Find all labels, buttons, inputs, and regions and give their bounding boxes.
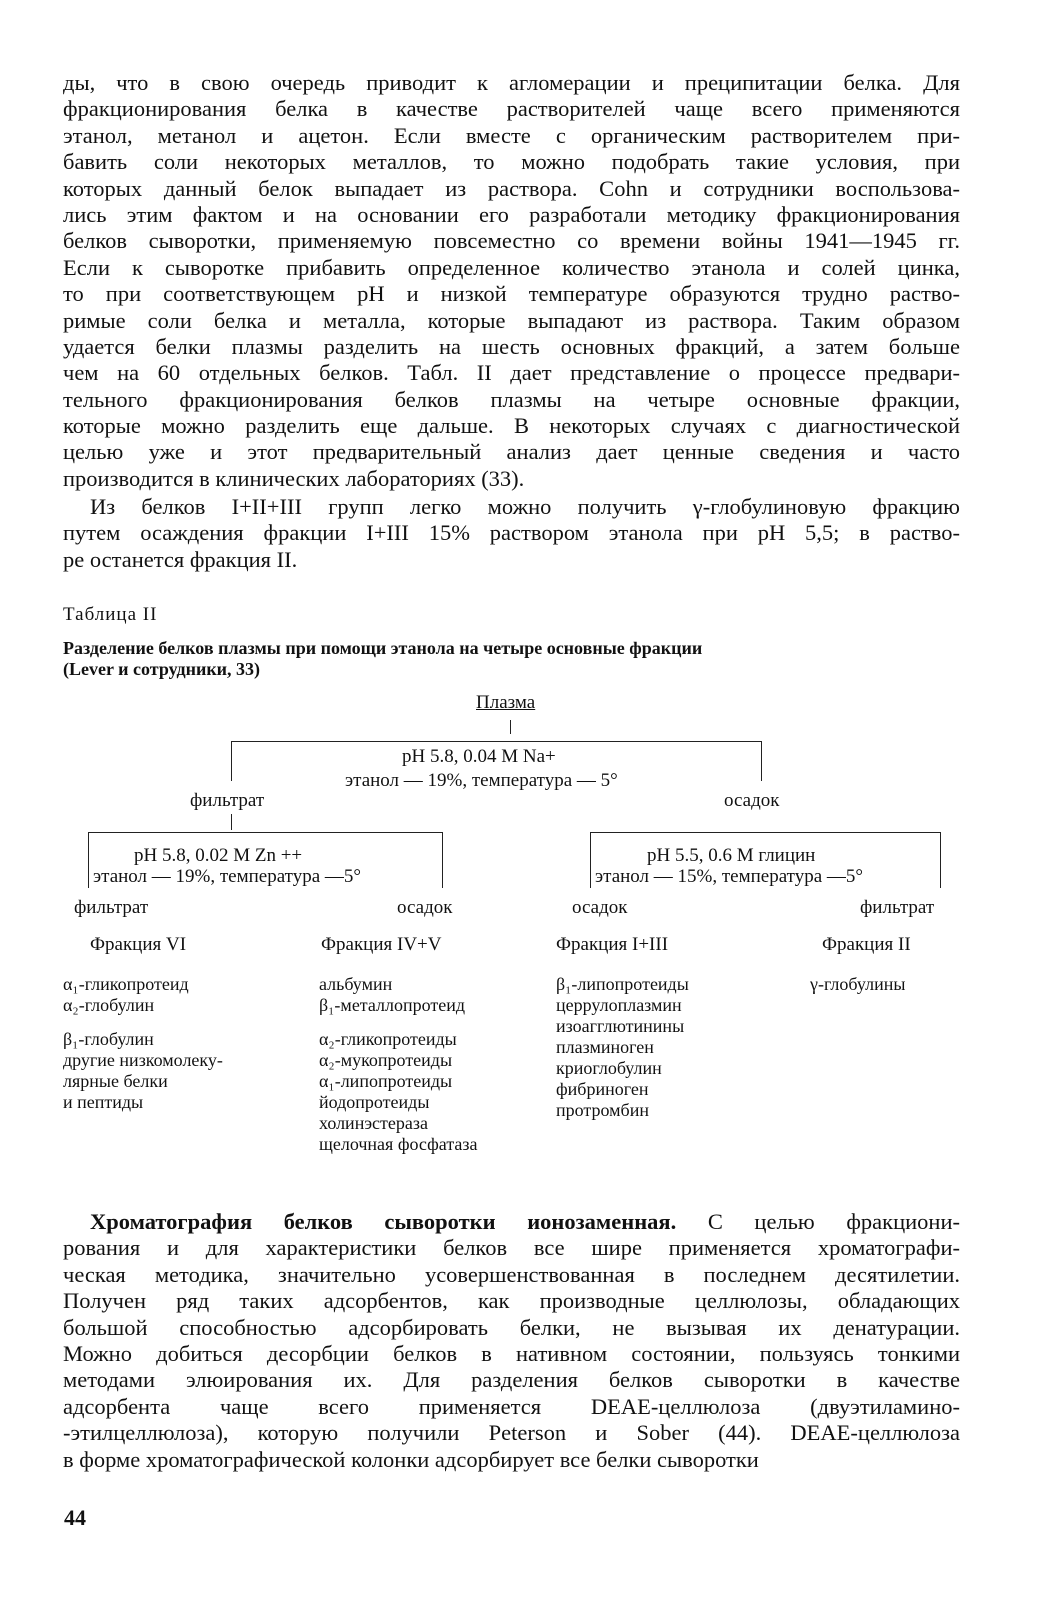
table-title-line2: (Lever и сотрудники, 33) [63, 659, 261, 679]
section-line: адсорбента чаще всего применяется DEAE-целлюлоза (двуэтиламино- [63, 1393, 960, 1419]
root-connector [510, 720, 511, 734]
protein-item: α₂-гликопротеиды [319, 1029, 457, 1049]
left-down-connector [231, 814, 232, 830]
fraction-vi-heading: Фракция VI [90, 934, 187, 955]
protein-item: церрулоплазмин [556, 995, 682, 1015]
right-precipitate-label: осадок [572, 897, 628, 918]
section-line: в форме хроматографической колонки адсорбирует все белки сыворотки [63, 1446, 759, 1472]
protein-item: γ-глобулины [810, 974, 906, 994]
left-precipitate-label: осадок [397, 897, 453, 918]
right-condition-1: pH 5.5, 0.6 M глицин [647, 845, 816, 866]
right-condition-2: этанол — 15%, температура —5° [595, 866, 863, 887]
fraction-ii-proteins [810, 974, 905, 995]
protein-item: альбумин [319, 974, 393, 994]
paragraph-intro-line: то при соответствующем pH и низкой температуре образуются трудно раство- [63, 281, 960, 307]
section-line: -этилцеллюлоза), которую получили Peterson и Sober (44). DEAE-целлюлоза [63, 1420, 960, 1446]
section-first-line [63, 1209, 960, 1235]
fraction-ii-heading: Фракция II [822, 934, 911, 955]
protein-item: изоагглютинины [556, 1016, 685, 1036]
protein-item: β₁-металлопротеид [319, 995, 466, 1015]
right-box-right [940, 832, 941, 888]
paragraph-intro [63, 70, 960, 492]
left-condition-2: этанол — 19%, температура —5° [93, 866, 361, 887]
paragraph-intro-line: которых данный белок выпадает из раствора. Cohn и сотрудники воспользова- [63, 175, 960, 201]
table-title [63, 638, 702, 680]
paragraph-intro-line: которые можно разделить еще дальше. В некоторых случаях с диагностической [63, 413, 960, 439]
protein-item: α₂-глобулин [63, 995, 155, 1015]
fraction-i-iii-heading: Фракция I+III [556, 934, 669, 955]
paragraph-intro-line: бавить соли некоторых металлов, то можно подобрать такие условия, при [63, 149, 960, 175]
fraction-i-iii-proteins [556, 974, 689, 1121]
fraction-iv-v-proteins [319, 974, 478, 1155]
protein-item: и пептиды [63, 1092, 144, 1112]
paragraph-intro-line: фракционирования белка в качестве растворителей чаще всего применяются [63, 96, 960, 122]
paragraph-intro-line: удается белки плазмы разделить на шесть основных фракций, а затем больше [63, 333, 960, 359]
right-box-top [590, 832, 940, 833]
fraction-iv-v-heading: Фракция IV+V [321, 934, 442, 955]
section-line: Можно добиться десорбции белков в нативном состоянии, пользуясь тонкими [63, 1340, 960, 1366]
paragraph-intro-line: белков сыворотки, применяемую повсеместно со времени войны 1941—1945 гг. [63, 228, 960, 254]
left-box-left [88, 832, 89, 888]
section-chromatography [63, 1209, 960, 1473]
step1-top-line [231, 741, 761, 742]
paragraph-gamma-line: путем осаждения фракции I+III 15% раствором этанола при pH 5,5; в раство- [63, 520, 960, 546]
paragraph-gamma-line: ре останется фракция II. [63, 546, 298, 572]
protein-item: криоглобулин [556, 1058, 662, 1078]
protein-item: холинэстераза [319, 1113, 428, 1133]
paragraph-intro-line: чем на 60 отдельных белков. Табл. II дает представление о процессе предвари- [63, 360, 960, 386]
right-filtrate-label: фильтрат [860, 897, 935, 918]
paragraph-intro-line: ды, что в свою очередь приводит к агломерации и преципитации белка. Для [63, 70, 960, 95]
protein-item: β₁-глобулин [63, 1029, 154, 1049]
section-heading: Хроматография белков сыворотки ионозаменная. [90, 1209, 677, 1234]
section-first-line-text: С целью фракциони- [707, 1209, 960, 1234]
paragraph-intro-line: целью уже и этот предварительный анализ дает ценные сведения и часто [63, 439, 960, 465]
paragraph-intro-line: этанол, метанол и ацетон. Если вместе с органическим растворителем при- [63, 122, 960, 148]
section-line: методами элюирования их. Для разделения белков сыворотки в качестве [63, 1367, 960, 1393]
protein-item: α₁-гликопротеид [63, 974, 189, 994]
protein-item: щелочная фосфатаза [319, 1134, 478, 1154]
paragraph-intro-line: производится в клинических лабораториях (33). [63, 465, 525, 491]
paragraph-intro-line: лись этим фактом и на основании его разработали методику фракционирования [63, 201, 960, 227]
protein-item: α₂-мукопротеиды [319, 1050, 453, 1070]
step1-right-line [761, 741, 762, 781]
protein-item: протромбин [556, 1100, 649, 1120]
protein-item: йодопротеиды [319, 1092, 430, 1112]
paragraph-intro-line: тельного фракционирования белков плазмы на четыре основные фракции, [63, 386, 960, 412]
paragraph-gamma-line: Из белков I+II+III групп легко можно получить γ-глобулиновую фракцию [90, 494, 960, 519]
paragraph-gamma-globulin [63, 494, 960, 573]
step1-condition-2: этанол — 19%, температура — 5° [345, 770, 618, 791]
left-filtrate-label: фильтрат [74, 897, 149, 918]
section-line: рования и для характеристики белков все шире применяется хроматографи- [63, 1235, 960, 1261]
filtrate-label: фильтрат [190, 790, 265, 811]
protein-item: лярные белки [63, 1071, 168, 1091]
fraction-vi-proteins [63, 974, 223, 1113]
paragraph-intro-line: римые соли белка и металла, которые выпадают из раствора. Таким образом [63, 307, 960, 333]
root-plasma: Плазма [476, 692, 536, 713]
step1-left-line [231, 741, 232, 781]
section-line: Получен ряд таких адсорбентов, как производные целлюлозы, обладающих [63, 1288, 960, 1314]
protein-gap [63, 1016, 223, 1029]
protein-item: фибриноген [556, 1079, 649, 1099]
section-line: большой способностью адсорбировать белки, не вызывая их денатурации. [63, 1314, 960, 1340]
table-title-line1: Разделение белков плазмы при помощи этанола на четыре основные фракции [63, 638, 703, 658]
protein-gap [319, 1016, 478, 1029]
left-box-top [88, 832, 442, 833]
paragraph-intro-line: Если к сыворотке прибавить определенное количество этанола и солей цинка, [63, 254, 960, 280]
left-box-right [442, 832, 443, 888]
table-label: Таблица II [63, 604, 158, 625]
right-box-left [590, 832, 591, 888]
protein-item: α₁-липопротеиды [319, 1071, 453, 1091]
left-condition-1: pH 5.8, 0.02 M Zn ++ [134, 845, 303, 866]
protein-item: плазминоген [556, 1037, 654, 1057]
precipitate-label: осадок [724, 790, 780, 811]
step1-condition-1: pH 5.8, 0.04 M Na+ [402, 746, 556, 767]
section-line: ческая методика, значительно усовершенствованная в последнем десятилетии. [63, 1261, 960, 1287]
protein-item: β₁-липопротеиды [556, 974, 689, 994]
protein-item: другие низкомолеку- [63, 1050, 223, 1070]
page-number: 44 [64, 1505, 86, 1530]
